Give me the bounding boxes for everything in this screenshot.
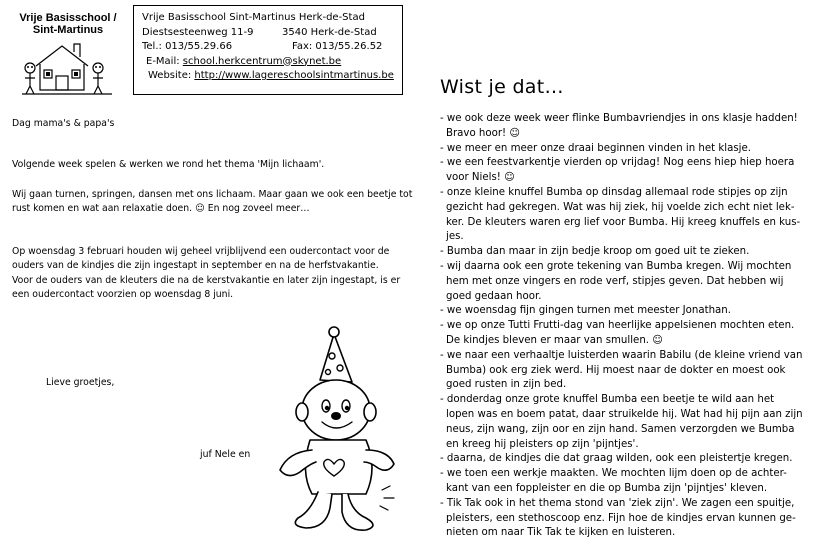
letter-para3-line4: een oudercontact voorzien op woensdag 8 juni.	[12, 289, 234, 300]
website-link[interactable]: http://www.lagereschoolsintmartinus.be	[194, 70, 394, 81]
street: Diestsesteenweg 11-9	[142, 26, 254, 38]
wist-je-dat-line: gezicht had gekregen. Wat was hij ziek, hij voelde zich echt niet lek-	[446, 201, 795, 213]
wist-je-dat-line: - donderdag onze grote knuffel Bumba een beetje te wild aan het	[440, 394, 775, 406]
website-label: Website:	[148, 70, 192, 81]
city: 3540 Herk-de-Stad	[282, 26, 377, 38]
wist-je-dat-line: nieten om naar Tik Tak te kijken en luisteren.	[446, 527, 676, 539]
wist-je-dat-line: jes.	[446, 231, 464, 243]
wist-je-dat-line: kant van een foppleister en die op Bumba zijn 'pijntjes' kleven.	[446, 482, 768, 494]
wist-je-dat-line: pleisters, een stethoscoop enz. Fijn hoe de kindjes ervan kunnen ge-	[446, 512, 796, 524]
wist-je-dat-line: - we een feestvarkentje vierden op vrijdag! Nog eens hiep hiep hoera	[440, 157, 795, 169]
phone-row	[142, 40, 402, 55]
telephone: Tel.: 013/55.29.66	[142, 41, 233, 52]
school-logo-line2: Sint-Martinus	[32, 24, 104, 36]
wist-je-dat-line: - we woensdag fijn gingen turnen met meester Jonathan.	[440, 305, 731, 317]
email-row	[142, 55, 402, 70]
letter-para2-line1: Wij gaan turnen, springen, dansen met ons lichaam. Maar gaan we ook een beetje tot	[12, 189, 413, 200]
school-logo-line1: Vrije Basisschool /	[19, 12, 117, 24]
school-contact-box	[133, 5, 403, 95]
school-name: Vrije Basisschool Sint-Martinus Herk-de-Stad	[142, 12, 365, 23]
letter-theme: Volgende week spelen & werken we rond het thema 'Mijn lichaam'.	[12, 159, 325, 170]
wist-je-dat-line: goed gedaan hoor.	[446, 290, 542, 302]
wist-je-dat-heading: Wist je dat…	[440, 76, 564, 98]
address-row	[142, 26, 402, 41]
letter-para3-line2: ouders van de kindjes die zijn ingestapt in september en na de herfstvakantie.	[12, 260, 379, 271]
fax: Fax: 013/55.26.52	[292, 41, 383, 52]
letter-para3-line1: Op woensdag 3 februari houden wij geheel vrijblijvend een oudercontact voor de	[12, 246, 390, 257]
letter-para2-line2: rust komen en wat aan relaxatie doen. ☺ En nog zoveel meer…	[12, 203, 310, 214]
wist-je-dat-line: - we naar een verhaaltje luisterden waarin Babilu (de kleine vriend van	[440, 349, 803, 361]
wist-je-dat-line: - onze kleine knuffel Bumba op dinsdag allemaal rode stipjes op zijn	[440, 186, 788, 198]
letter-greeting: Dag mama's & papa's	[12, 118, 115, 129]
bumba-clown-icon	[270, 322, 400, 532]
wist-je-dat-line: lopen was en boem patat, daar struikelde hij. Wat had hij pijn aan zijn	[446, 408, 803, 420]
wist-je-dat-line: hem met onze vingers en rode verf, stipjes geven. Dat hebben wij	[446, 275, 784, 287]
wist-je-dat-line: en kreeg hij pleisters op zijn 'pijntjes'.	[446, 438, 639, 450]
email-label: E-Mail:	[146, 55, 180, 67]
wist-je-dat-line: - we op onze Tutti Frutti-dag van heerlijke appelsienen mochten eten.	[440, 320, 795, 332]
letter-para3-line3: Voor de ouders van de kleuters die na de kerstvakantie en later zijn ingestapt, is er	[12, 275, 401, 286]
school-logo-text	[18, 12, 118, 36]
wist-je-dat-line: De kindjes bleven er maar van smullen. ☺	[446, 334, 663, 346]
wist-je-dat-line: - wij daarna ook een grote tekening van Bumba kregen. Wij mochten	[440, 260, 792, 272]
wist-je-dat-line: neus, zijn wang, zijn oor en zijn hand. Samen verzorgden we Bumba	[446, 423, 795, 435]
wist-je-dat-list	[440, 112, 836, 541]
wist-je-dat-line: - we ook deze week weer flinke Bumbavriendjes in ons klasje hadden!	[440, 113, 798, 124]
wist-je-dat-line: Bravo hoor! ☺	[446, 127, 520, 139]
wist-je-dat-line: voor Niels! ☺	[446, 172, 515, 184]
wist-je-dat-line: - Tik Tak ook in het thema stond van 'ziek zijn'. We zagen een spuitje,	[440, 497, 795, 509]
wist-je-dat-line: - we toen een werkje maakten. We mochten lijm doen op de achter-	[440, 468, 787, 480]
school-building-logo-icon	[22, 38, 114, 100]
email-link[interactable]: school.herkcentrum@skynet.be	[182, 55, 342, 67]
wist-je-dat-line: Bumba) ook erg ziek werd. Hij moest naar de dokter en moest ook	[446, 364, 786, 376]
wist-je-dat-line: - we meer en meer onze draai beginnen vinden in het klasje.	[440, 142, 751, 154]
letter-closing: Lieve groetjes,	[46, 377, 115, 388]
wist-je-dat-line: goed rusten in zijn bed.	[446, 379, 567, 391]
wist-je-dat-line: - daarna, de kindjes die dat graag wilden, ook een pleistertje kregen.	[440, 453, 793, 465]
letter-signature: juf Nele en	[200, 449, 251, 460]
wist-je-dat-line: ker. De kleuters waren erg lief voor Bumba. Hij kreeg knuffels en kus-	[446, 216, 801, 228]
website-row	[142, 69, 402, 84]
wist-je-dat-line: - Bumba dan maar in zijn bedje kroop om goed uit te zieken.	[440, 246, 750, 258]
